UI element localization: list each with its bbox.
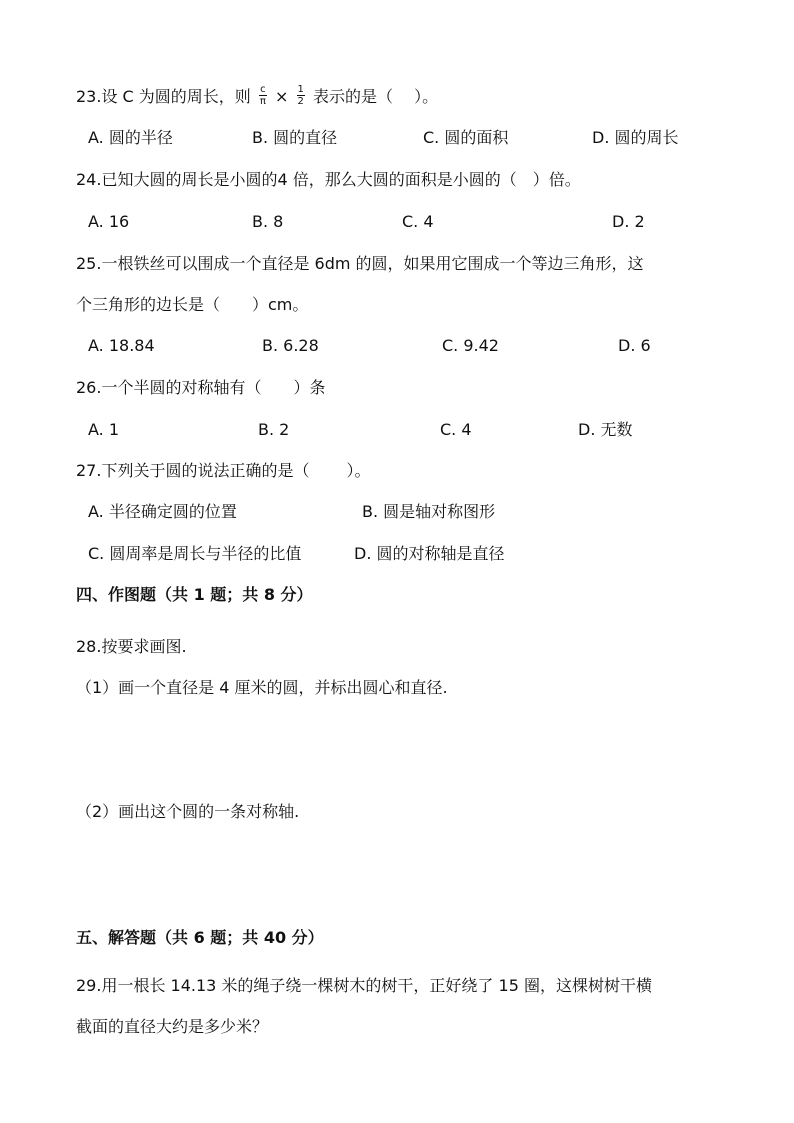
question-26: 26.一个半圆的对称轴有（ ）条	[76, 378, 326, 397]
section-5-heading: 五、解答题（共 6 题；共 40 分）	[76, 928, 324, 947]
q24-option-a: A. 16	[88, 212, 130, 231]
question-28: 28.按要求画图.	[76, 637, 187, 656]
q26-option-b: B. 2	[258, 420, 290, 439]
q24-option-b: B. 8	[252, 212, 284, 231]
q27-option-b: B. 圆是轴对称图形	[362, 502, 496, 521]
q26-option-d: D. 无数	[578, 420, 633, 439]
fraction-c-over-pi	[259, 84, 267, 107]
question-25-line-1: 25.一根铁丝可以围成一个直径是 6dm 的圆，如果用它围成一个等边三角形，这	[76, 254, 644, 273]
question-24: 24.已知大圆的周长是小圆的4 倍，那么大圆的面积是小圆的（ ）倍。	[76, 170, 581, 189]
q25-option-b: B. 6.28	[262, 336, 319, 355]
fraction-numerator: 1	[297, 84, 304, 95]
question-23-suffix: 表示的是（ ）。	[312, 87, 439, 106]
fraction-numerator: c	[260, 84, 266, 95]
q25-option-a: A. 18.84	[88, 336, 155, 355]
q25-option-c: C. 9.42	[442, 336, 499, 355]
question-27: 27.下列关于圆的说法正确的是（ ）。	[76, 461, 371, 480]
section-4-heading: 四、作图题（共 1 题；共 8 分）	[76, 585, 313, 604]
question-23-prefix: 23.设 C 为圆的周长，则	[76, 87, 251, 106]
fraction-denominator: 2	[297, 96, 304, 107]
question-23	[76, 86, 438, 109]
question-28-part-2: （2）画出这个圆的一条对称轴.	[76, 802, 300, 821]
q24-option-d: D. 2	[612, 212, 645, 231]
q27-option-c: C. 圆周率是周长与半径的比值	[88, 544, 302, 563]
q26-option-a: A. 1	[88, 420, 120, 439]
q27-option-a: A. 半径确定圆的位置	[88, 502, 237, 521]
fraction-one-half	[297, 84, 305, 107]
fraction-denominator: π	[259, 96, 266, 107]
q26-option-c: C. 4	[440, 420, 472, 439]
question-25-line-2: 个三角形的边长是（ ）cm。	[76, 295, 309, 314]
question-29-line-1: 29.用一根长 14.13 米的绳子绕一棵树木的树干，正好绕了 15 圈，这棵树树干横	[76, 976, 652, 995]
q23-option-d: D. 圆的周长	[592, 128, 679, 147]
q23-option-b: B. 圆的直径	[252, 128, 338, 147]
q23-option-c: C. 圆的面积	[423, 128, 509, 147]
q24-option-c: C. 4	[402, 212, 434, 231]
question-28-part-1: （1）画一个直径是 4 厘米的圆，并标出圆心和直径.	[76, 678, 448, 697]
q23-option-a: A. 圆的半径	[88, 128, 173, 147]
question-29-line-2: 截面的直径大约是多少米？	[76, 1017, 269, 1036]
multiply-sign: ×	[275, 87, 289, 106]
q25-option-d: D. 6	[618, 336, 651, 355]
q27-option-d: D. 圆的对称轴是直径	[354, 544, 505, 563]
